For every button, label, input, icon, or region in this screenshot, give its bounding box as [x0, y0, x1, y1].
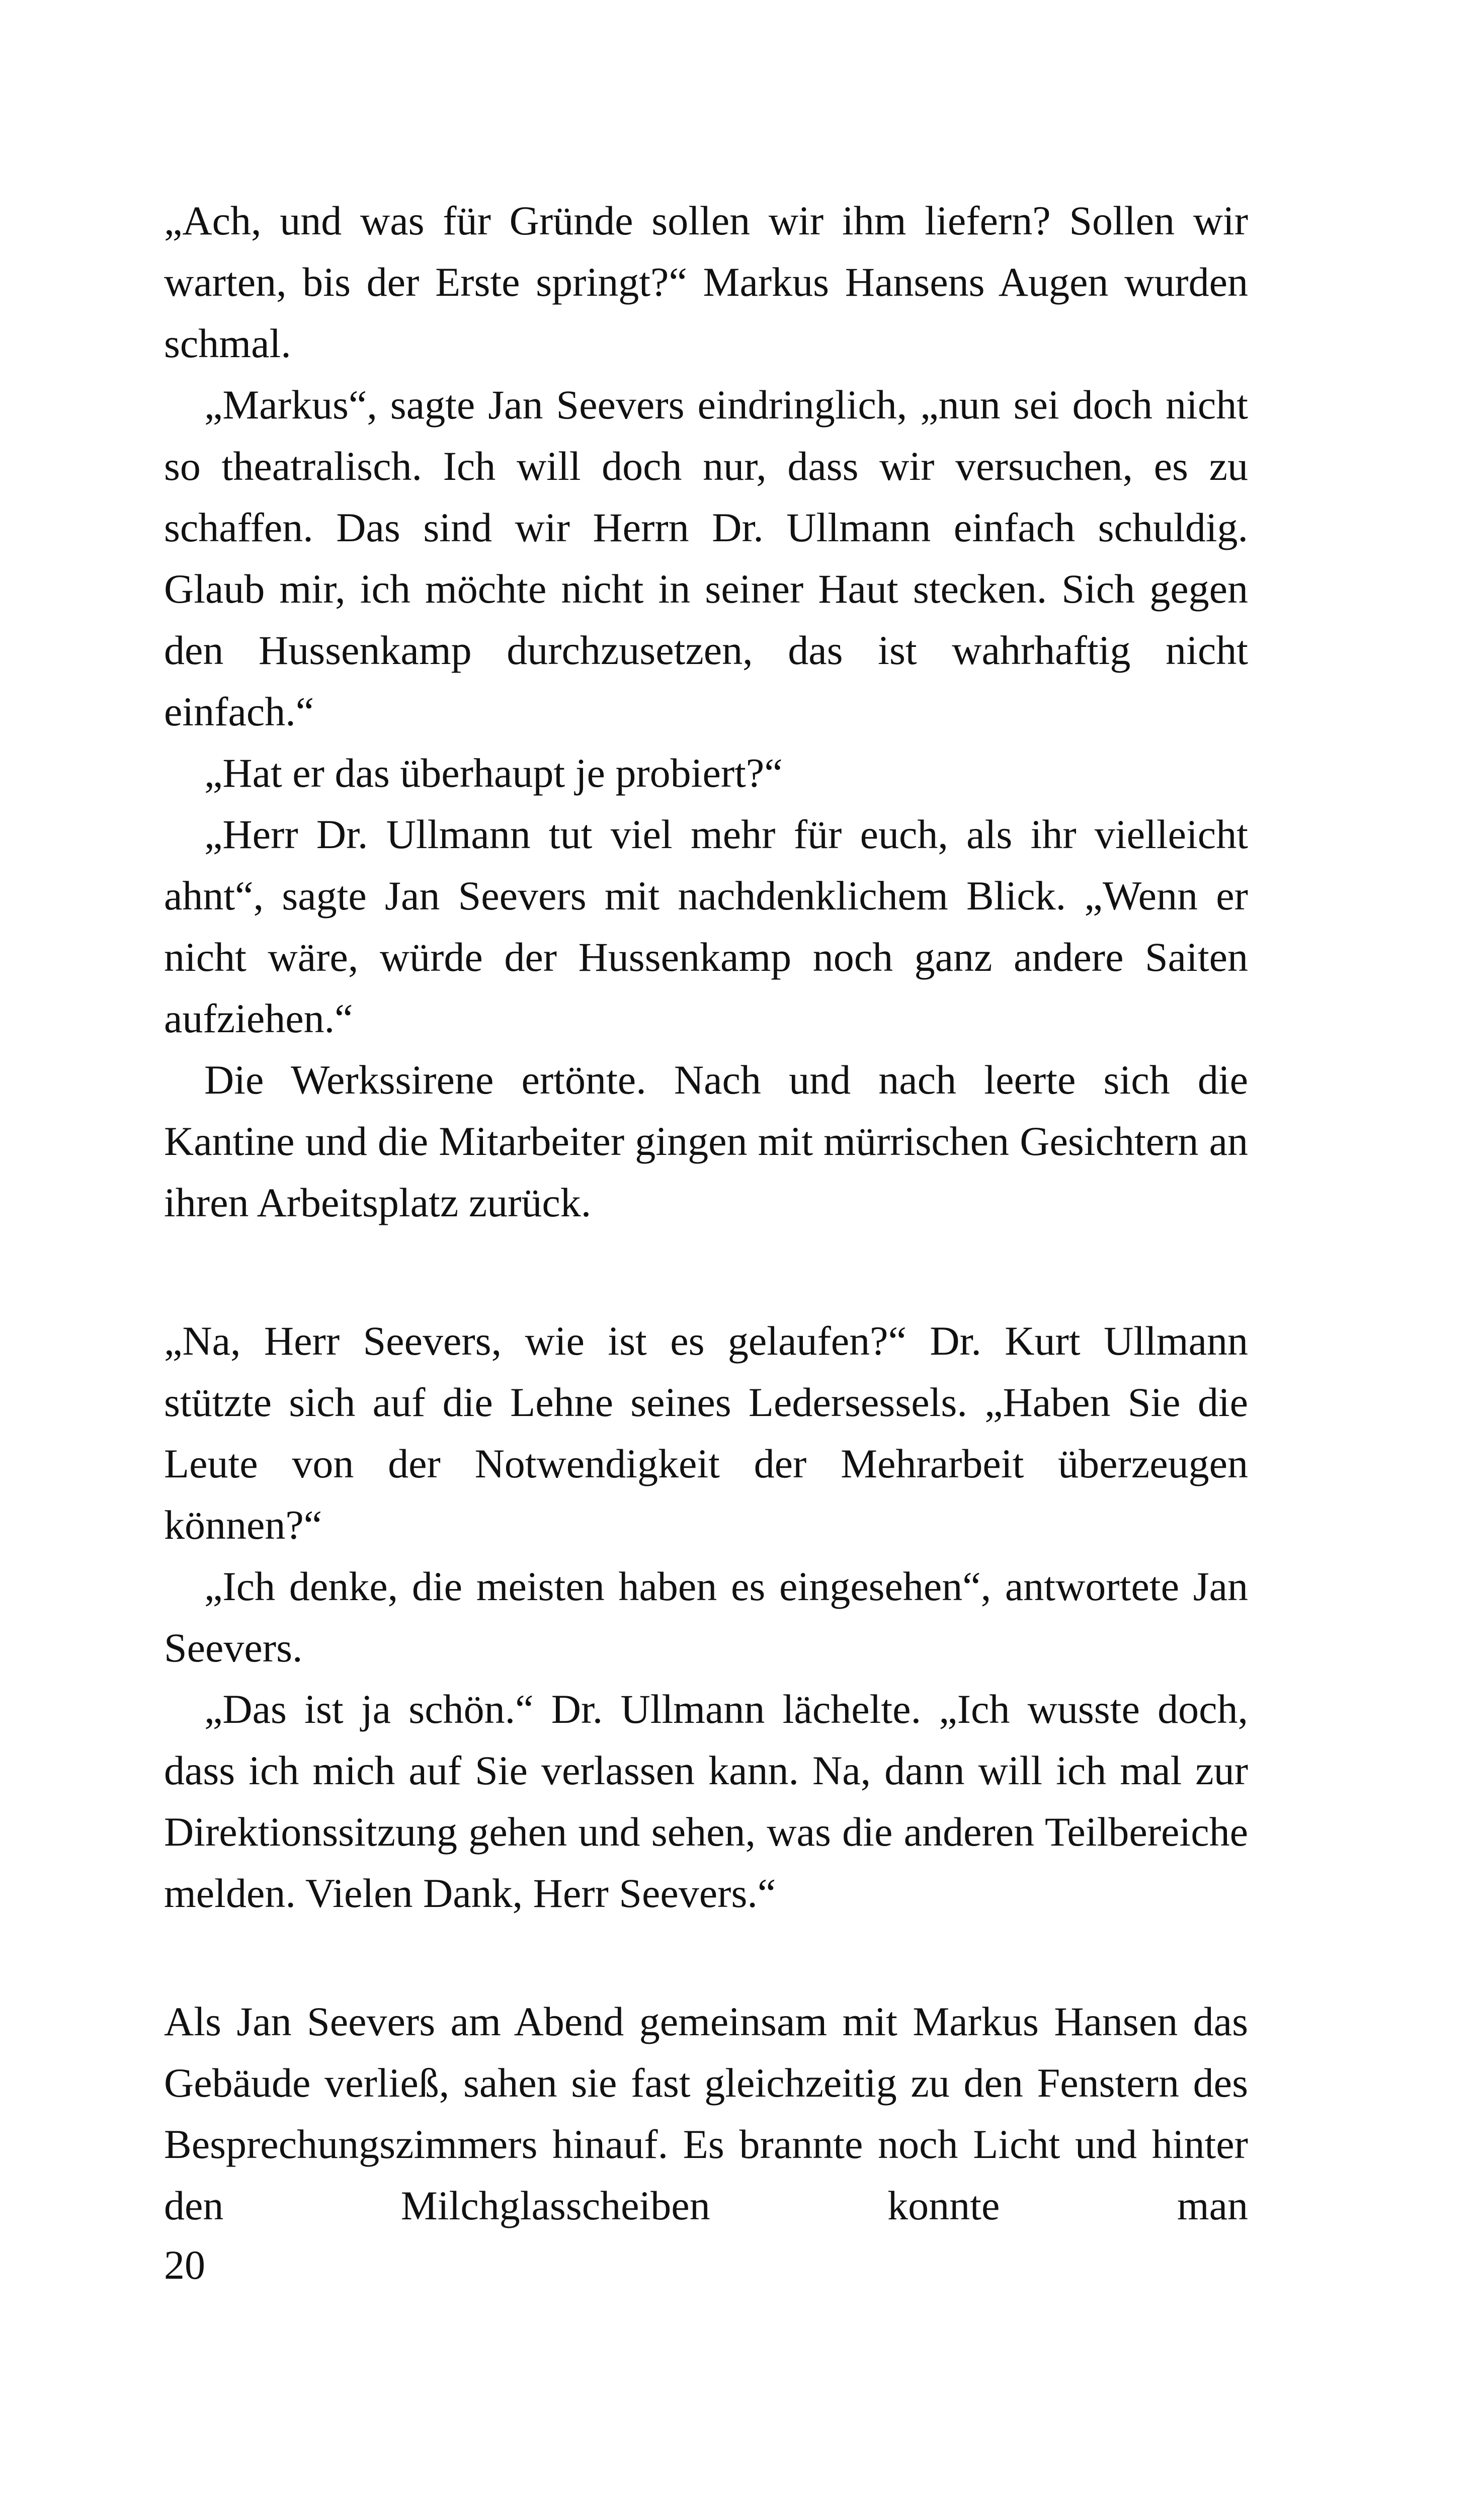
paragraph: „Herr Dr. Ullmann tut viel mehr für euch, als ihr vielleicht ahnt“, sagte Jan Seevers mit nachdenklichem Blick. „Wenn er nicht wäre, würde der Hussenkamp noch ganz andere Saiten aufziehen.“ [164, 811, 1248, 1041]
section-3 [164, 1991, 1248, 2236]
paragraph: „Hat er das überhaupt je probiert?“ [204, 750, 783, 796]
paragraph: „Ich denke, die meisten haben es eingesehen“, antwortete Jan Seevers. [164, 1563, 1248, 1671]
paragraph: Die Werkssirene ertönte. Nach und nach leerte sich die Kantine und die Mitarbeiter gingen mit mürrischen Gesichtern an ihren Arbeitsplatz zurück. [164, 1057, 1248, 1225]
paragraph: „Ach, und was für Gründe sollen wir ihm liefern? Sollen wir warten, bis der Erste springt?“ Markus Hansens Augen wurden schmal. [164, 198, 1248, 366]
section-1 [164, 190, 1248, 1233]
paragraph: „Markus“, sagte Jan Seevers eindringlich, „nun sei doch nicht so theatralisch. Ich will doch nur, dass wir versuchen, es zu schaffen. Das sind wir Herrn Dr. Ullmann einfach schuldig. Glaub mir, ich möchte nicht in seiner Haut stecken. Sich gegen den Hussenkamp durchzusetzen, das ist wahrhaftig nicht einfach.“ [164, 382, 1248, 734]
page-number: 20 [164, 2242, 205, 2288]
paragraph: Als Jan Seevers am Abend gemeinsam mit Markus Hansen das Gebäude verließ, sahen sie fast gleichzeitig zu den Fenstern des Besprechungszimmers hinauf. Es brannte noch Licht und hinter den Milchglasscheiben konnte man [164, 1999, 1248, 2228]
paragraph: „Na, Herr Seevers, wie ist es gelaufen?“ Dr. Kurt Ullmann stützte sich auf die Lehne seines Ledersessels. „Haben Sie die Leute von der Notwendigkeit der Mehrarbeit überzeugen können?“ [164, 1318, 1248, 1548]
section-2 [164, 1310, 1248, 1924]
paragraph: „Das ist ja schön.“ Dr. Ullmann lächelte. „Ich wusste doch, dass ich mich auf Sie verlassen kann. Na, dann will ich mal zur Direktionssitzung gehen und sehen, was die anderen Teilbereiche melden. Vielen Dank, Herr Seevers.“ [164, 1686, 1248, 1916]
